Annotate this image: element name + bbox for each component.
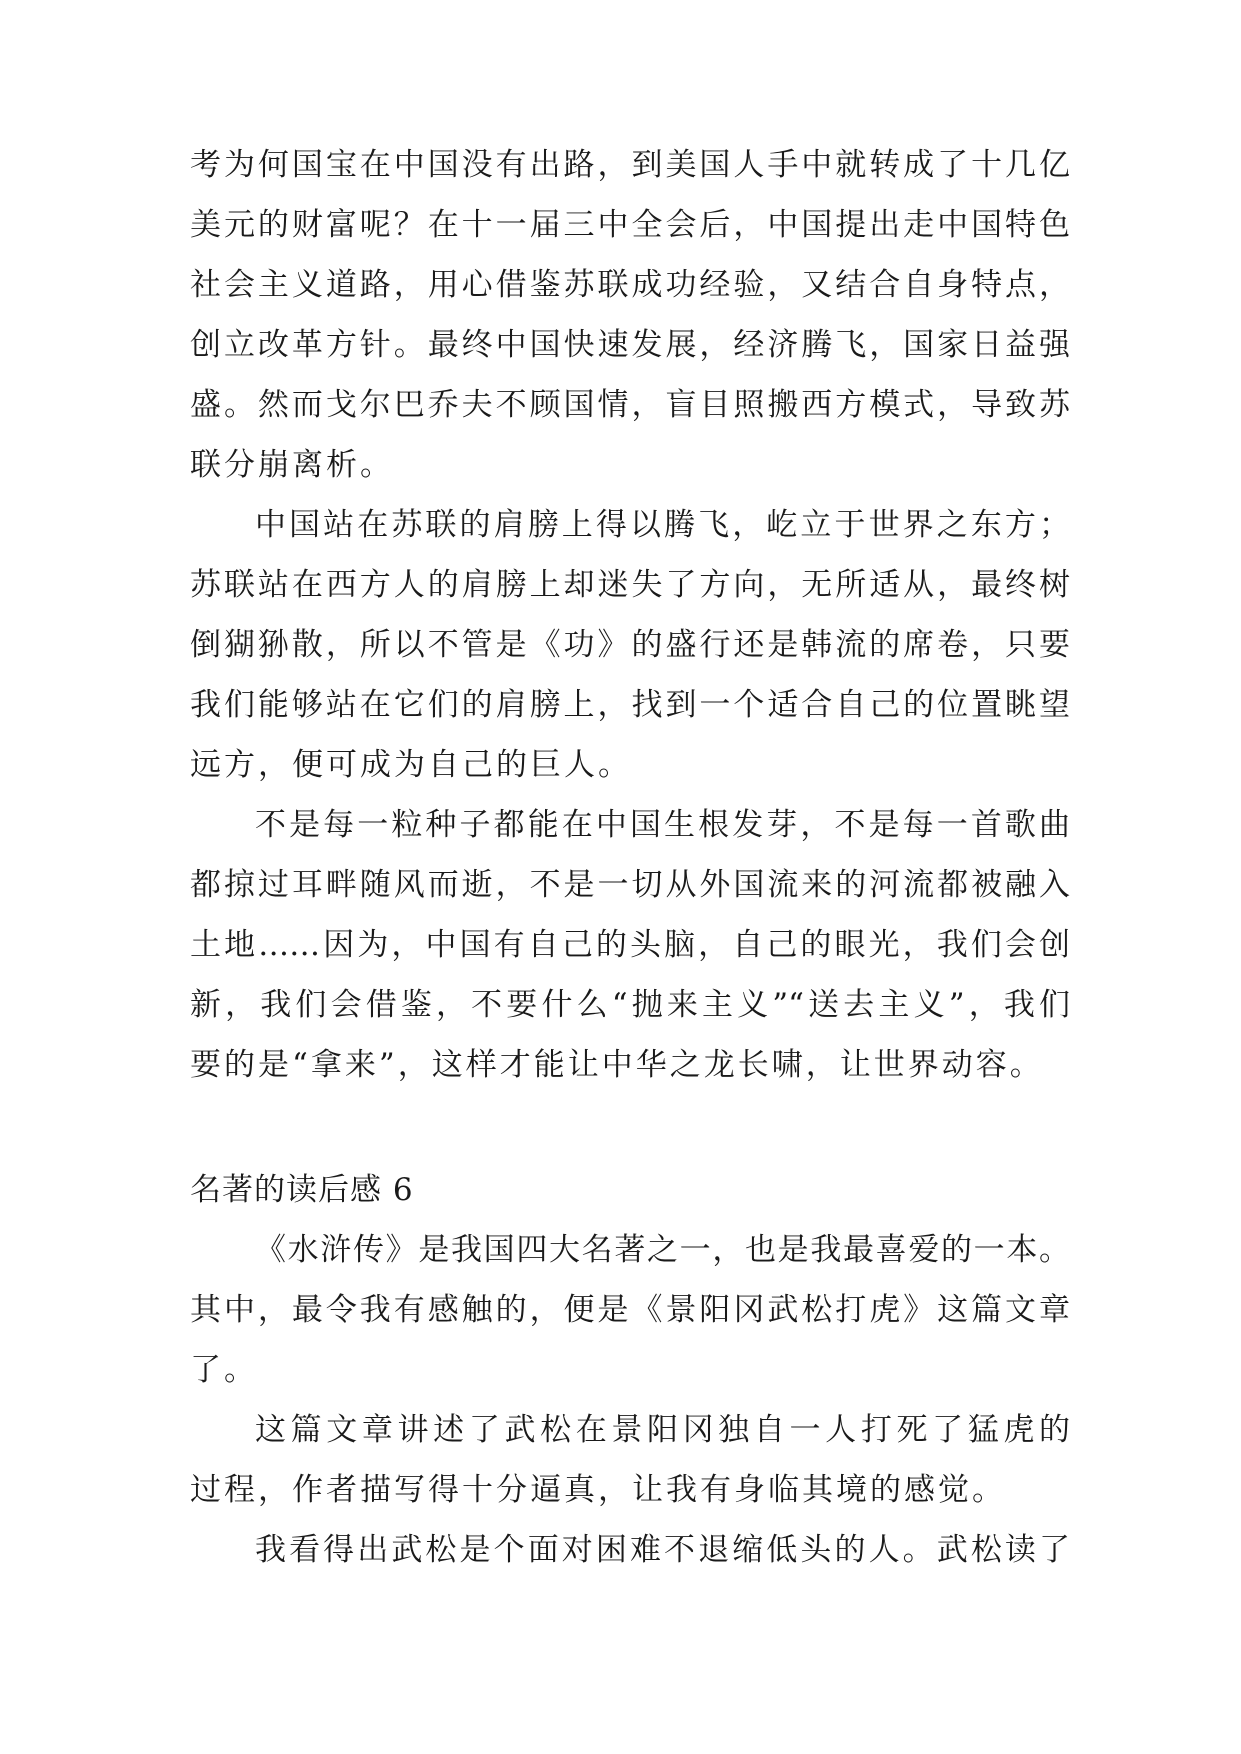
text-line: 土地……因为，中国有自己的头脑，自己的眼光，我们会创 (190, 927, 1070, 963)
text-line: 新，我们会借鉴，不要什么“抛来主义”“送去主义”，我们 (190, 987, 1070, 1023)
text-line: 苏联站在西方人的肩膀上却迷失了方向，无所适从，最终树 (190, 567, 1070, 603)
text-line: 其中，最令我有感触的，便是《景阳冈武松打虎》这篇文章 (190, 1292, 1070, 1328)
text-line: 创立改革方针。最终中国快速发展，经济腾飞，国家日益强 (190, 327, 1070, 363)
section-title: 名著的读后感 6 (190, 1172, 414, 1208)
text-line: 《水浒传》是我国四大名著之一，也是我最喜爱的一本。 (255, 1232, 1070, 1268)
text-line: 远方，便可成为自己的巨人。 (190, 747, 632, 783)
essay-paragraph (190, 1400, 1070, 1520)
essay-paragraph (190, 1520, 1070, 1580)
text-line: 要的是“拿来”，这样才能让中华之龙长啸，让世界动容。 (190, 1047, 1044, 1083)
essay-paragraph (190, 1220, 1070, 1400)
text-line: 中国站在苏联的肩膀上得以腾飞，屹立于世界之东方； (255, 507, 1070, 543)
text-line: 倒猢狲散，所以不管是《功》的盛行还是韩流的席卷，只要 (190, 627, 1070, 663)
text-line: 过程，作者描写得十分逼真，让我有身临其境的感觉。 (190, 1472, 1006, 1508)
essay-paragraph (190, 495, 1070, 795)
text-line: 我看得出武松是个面对困难不退缩低头的人。武松读了 (255, 1532, 1070, 1568)
text-line: 社会主义道路，用心借鉴苏联成功经验，又结合自身特点， (190, 267, 1070, 303)
text-line: 联分崩离析。 (190, 447, 394, 483)
essay-paragraph (190, 795, 1070, 1095)
text-line: 我们能够站在它们的肩膀上，找到一个适合自己的位置眺望 (190, 687, 1070, 723)
text-line: 盛。然而戈尔巴乔夫不顾国情，盲目照搬西方模式，导致苏 (190, 387, 1070, 423)
text-line: 美元的财富呢？在十一届三中全会后，中国提出走中国特色 (190, 207, 1070, 243)
text-line: 这篇文章讲述了武松在景阳冈独自一人打死了猛虎的 (255, 1412, 1070, 1448)
section-heading (190, 1160, 1070, 1220)
text-line: 考为何国宝在中国没有出路，到美国人手中就转成了十几亿 (190, 147, 1070, 183)
text-line: 了。 (190, 1352, 258, 1388)
essay-paragraph-continued (190, 135, 1070, 495)
text-line: 不是每一粒种子都能在中国生根发芽，不是每一首歌曲 (255, 807, 1070, 843)
text-line: 都掠过耳畔随风而逝，不是一切从外国流来的河流都被融入 (190, 867, 1070, 903)
